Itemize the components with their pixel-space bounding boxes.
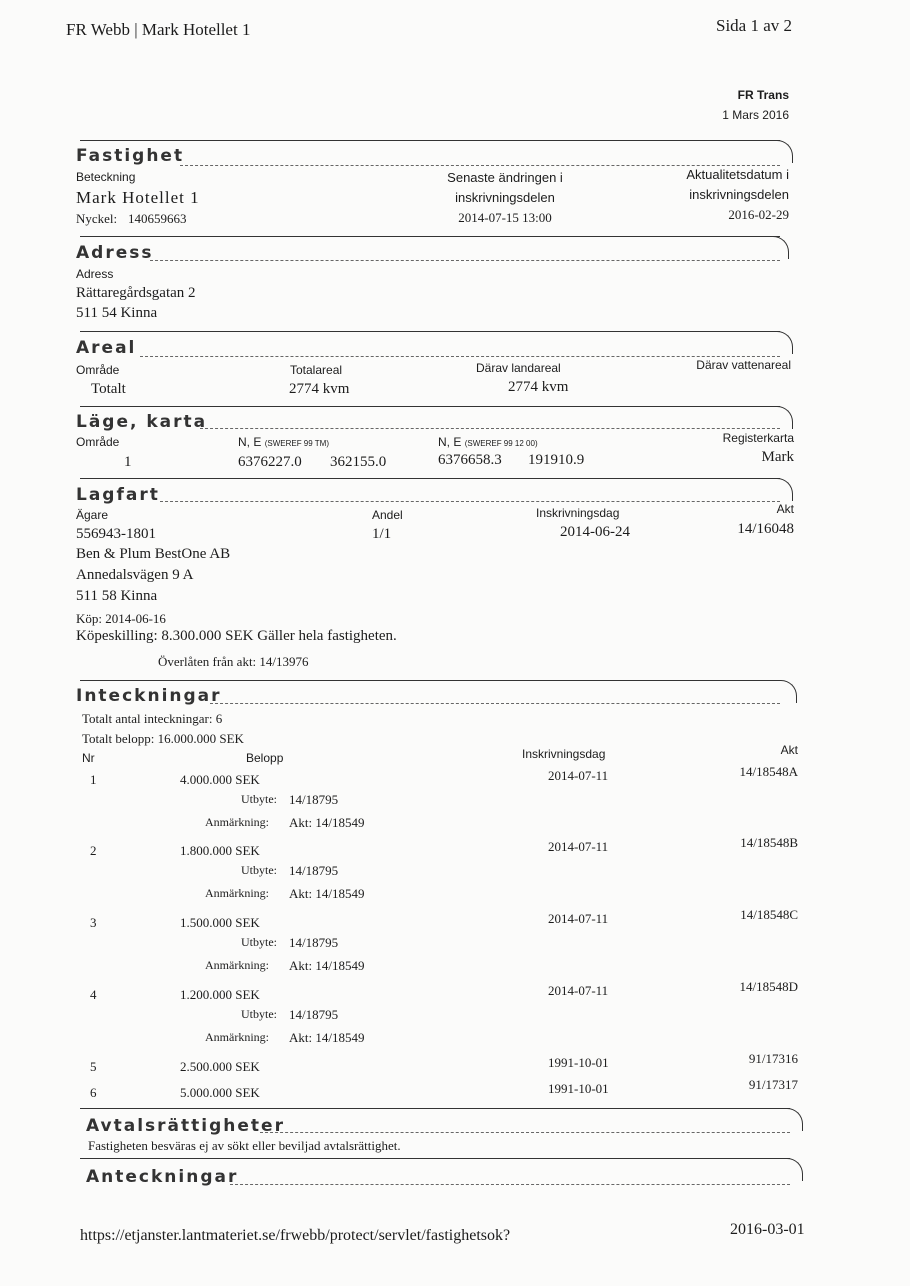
value-landareal: 2774 kvm (508, 379, 569, 395)
owner-orgnr: 556943-1801 (76, 526, 156, 542)
label-beteckning: Beteckning (76, 170, 136, 184)
value-senaste-andringen: 2014-07-15 13:00 (458, 210, 552, 225)
col-agare: Ägare (76, 508, 109, 522)
property-name: Mark Hotellet 1 (76, 188, 200, 207)
section-bracket (772, 406, 793, 429)
utbyte-label: Utbyte: (241, 792, 277, 806)
purchase-price: Köpeskilling: 8.300.000 SEK Gäller hela fastigheten. (76, 628, 397, 644)
section-divider (230, 1184, 790, 1185)
section-bracket (770, 140, 793, 163)
value-easting-tm: 362155.0 (330, 454, 387, 470)
mortgage-akt: 14/18548B (740, 835, 798, 850)
mortgage-nr: 3 (90, 915, 97, 930)
label-inskrivningsdelen: inskrivningsdelen (455, 190, 555, 205)
col-akt: Akt (780, 743, 798, 757)
total-amount: Totalt belopp: 16.000.000 SEK (82, 731, 244, 746)
anmarkning-label: Anmärkning: (205, 958, 269, 972)
anmarkning-label: Anmärkning: (205, 886, 269, 900)
footer-url: https://etjanster.lantmateriet.se/frwebb/protect/servlet/fastighetsok? (80, 1227, 511, 1244)
value-registerkarta: Mark (761, 449, 794, 465)
section-bracket (772, 478, 793, 501)
owner-city: 511 58 Kinna (76, 588, 158, 604)
value-andel: 1/1 (372, 526, 392, 542)
section-bracket (782, 1158, 803, 1181)
mortgage-nr: 2 (90, 843, 97, 858)
section-rule (80, 140, 780, 141)
section-title: Avtalsrättigheter (86, 1116, 285, 1136)
value-totalareal: 2774 kvm (289, 381, 350, 397)
col-ne-projection: (SWEREF 99 12 00) (464, 439, 538, 448)
col-inskrivningsdag: Inskrivningsdag (536, 506, 620, 520)
mortgage-akt: 14/18548A (739, 764, 798, 779)
anmarkning-value: Akt: 14/18549 (289, 958, 365, 973)
purchase-date: Köp: 2014-06-16 (76, 611, 166, 626)
mortgage-akt: 14/18548D (739, 979, 798, 994)
mortgage-amount: 1.200.000 SEK (180, 987, 260, 1002)
utbyte-label: Utbyte: (241, 863, 277, 877)
mortgage-date: 1991-10-01 (548, 1055, 609, 1070)
total-count: Totalt antal inteckningar: 6 (82, 711, 223, 726)
value-northing-1200: 6376658.3 (438, 452, 502, 468)
footer-date: 2016-03-01 (730, 1221, 805, 1238)
section-title: Adress (76, 243, 154, 263)
col-vattenareal: Därav vattenareal (696, 358, 791, 372)
key-value: 140659663 (128, 211, 187, 226)
address-line1: Rättaregårdsgatan 2 (76, 285, 196, 301)
section-divider (210, 703, 780, 704)
avtal-text: Fastigheten besväras ej av sökt eller beviljad avtalsrättighet. (88, 1138, 401, 1153)
mortgage-akt: 91/17316 (748, 1051, 798, 1066)
section-title: Lagfart (76, 485, 160, 505)
mortgage-date: 2014-07-11 (548, 911, 609, 926)
utbyte-label: Utbyte: (241, 1007, 277, 1021)
col-ne-projection: (SWEREF 99 TM) (264, 439, 329, 448)
mortgage-nr: 6 (90, 1085, 97, 1100)
value-omrade: Totalt (91, 381, 126, 397)
mortgage-date: 1991-10-01 (548, 1081, 609, 1096)
col-ne-label: N, E (238, 435, 262, 449)
value-northing-tm: 6376227.0 (238, 454, 302, 470)
col-registerkarta: Registerkarta (722, 431, 794, 445)
col-inskrivningsdag: Inskrivningsdag (522, 747, 606, 761)
transferred-from: Överlåten från akt: 14/13976 (158, 654, 309, 669)
label-senaste-andringen: Senaste ändringen i (447, 170, 563, 185)
col-omrade: Område (76, 435, 120, 449)
label-inskrivningsdelen-2: inskrivningsdelen (689, 187, 789, 202)
col-akt: Akt (776, 502, 794, 516)
owner-street: Annedalsvägen 9 A (76, 567, 194, 583)
mortgage-date: 2014-07-11 (548, 983, 609, 998)
mortgage-amount: 4.000.000 SEK (180, 772, 260, 787)
section-rule (80, 236, 780, 237)
section-bracket (782, 1108, 803, 1131)
section-divider (150, 260, 780, 261)
label-aktualitetsdatum: Aktualitetsdatum i (686, 167, 789, 182)
section-divider (180, 165, 780, 166)
mortgage-date: 2014-07-11 (548, 839, 609, 854)
utbyte-value: 14/18795 (289, 863, 339, 878)
mortgage-amount: 1.500.000 SEK (180, 915, 260, 930)
report-date: 1 Mars 2016 (722, 108, 789, 122)
section-divider (260, 1132, 790, 1133)
section-bracket (772, 331, 793, 354)
section-rule (80, 478, 780, 479)
section-divider (160, 501, 780, 502)
section-rule (80, 1108, 790, 1109)
col-totalareal: Totalareal (290, 363, 343, 377)
section-divider (140, 356, 780, 357)
anmarkning-value: Akt: 14/18549 (289, 815, 365, 830)
section-title: Läge, karta (76, 412, 208, 432)
mortgage-amount: 2.500.000 SEK (180, 1059, 260, 1074)
owner-name: Ben & Plum BestOne AB (76, 546, 231, 562)
utbyte-value: 14/18795 (289, 1007, 339, 1022)
mortgage-nr: 5 (90, 1059, 97, 1074)
mortgage-nr: 1 (90, 772, 97, 787)
utbyte-value: 14/18795 (289, 792, 339, 807)
col-ne-sweref-tm (238, 435, 329, 449)
page-number: Sida 1 av 2 (716, 16, 793, 35)
col-nr: Nr (82, 751, 95, 765)
utbyte-value: 14/18795 (289, 935, 339, 950)
section-title: Anteckningar (86, 1167, 239, 1187)
col-ne-sweref-1200 (438, 435, 538, 449)
label-adress: Adress (76, 267, 114, 281)
mortgage-nr: 4 (90, 987, 97, 1002)
anmarkning-value: Akt: 14/18549 (289, 886, 365, 901)
section-rule (80, 406, 780, 407)
col-omrade: Område (76, 363, 120, 377)
address-line2: 511 54 Kinna (76, 305, 158, 321)
mortgage-amount: 5.000.000 SEK (180, 1085, 260, 1100)
value-inskrivningsdag: 2014-06-24 (560, 524, 630, 540)
source-label: FR Trans (737, 88, 789, 102)
page-header-title: FR Webb | Mark Hotellet 1 (66, 20, 251, 39)
section-bracket (776, 680, 797, 703)
mortgage-akt: 14/18548C (740, 907, 798, 922)
anmarkning-label: Anmärkning: (205, 815, 269, 829)
col-ne-label: N, E (438, 435, 462, 449)
section-title: Fastighet (76, 146, 185, 166)
utbyte-label: Utbyte: (241, 935, 277, 949)
col-andel: Andel (372, 508, 403, 522)
anmarkning-label: Anmärkning: (205, 1030, 269, 1044)
col-belopp: Belopp (246, 751, 284, 765)
section-rule (80, 1158, 790, 1159)
value-easting-1200: 191910.9 (528, 452, 585, 468)
col-landareal: Därav landareal (476, 361, 561, 375)
section-bracket (768, 236, 789, 259)
mortgage-akt: 91/17317 (748, 1077, 798, 1092)
section-title: Areal (76, 338, 137, 358)
section-rule (80, 680, 780, 681)
anmarkning-value: Akt: 14/18549 (289, 1030, 365, 1045)
key-label: Nyckel: (76, 211, 118, 226)
section-title: Inteckningar (76, 686, 222, 706)
mortgage-date: 2014-07-11 (548, 768, 609, 783)
mortgage-amount: 1.800.000 SEK (180, 843, 260, 858)
value-omrade: 1 (124, 454, 132, 470)
section-divider (200, 428, 780, 429)
section-rule (80, 331, 780, 332)
value-akt: 14/16048 (737, 521, 794, 537)
value-aktualitetsdatum: 2016-02-29 (728, 207, 789, 222)
